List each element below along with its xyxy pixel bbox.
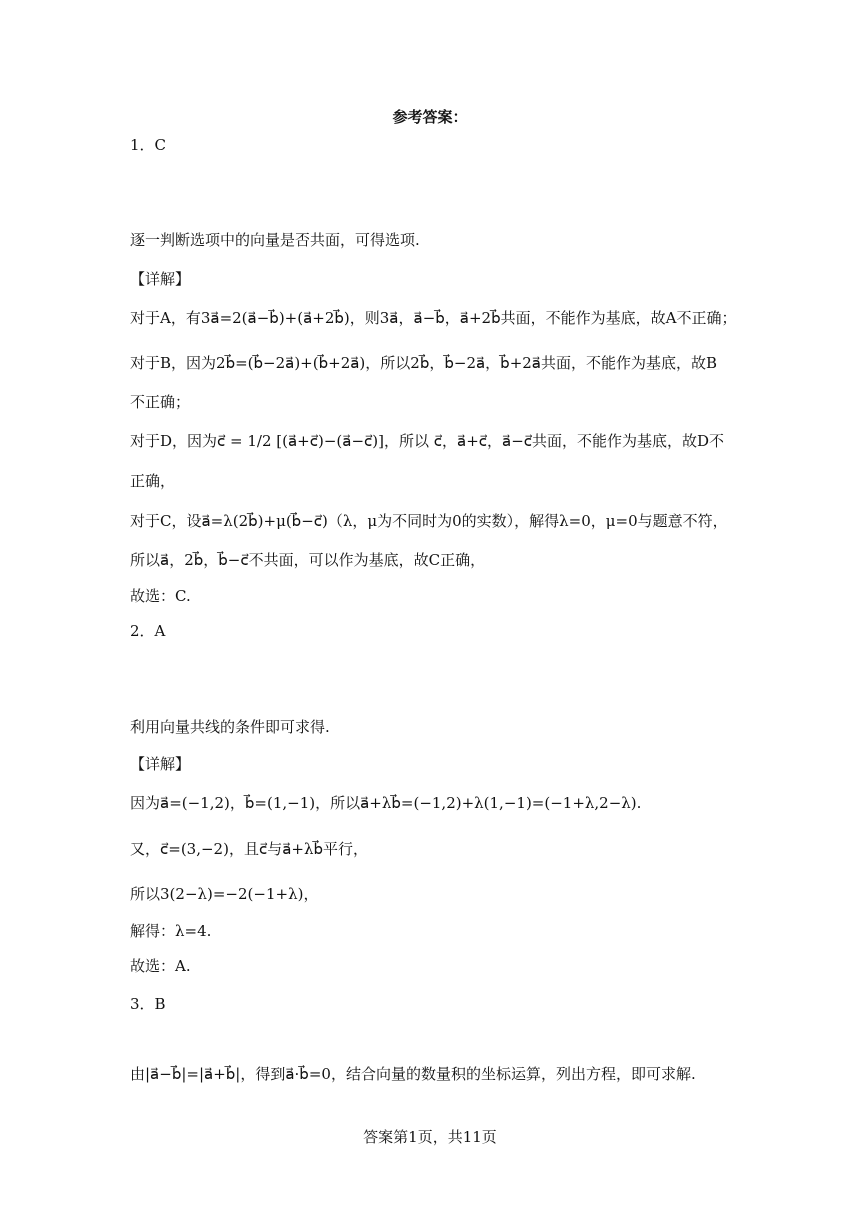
- answer-1-detail-heading: 【详解】: [130, 270, 191, 288]
- page-title: 参考答案：: [392, 108, 468, 126]
- answer-1-option-a: 对于A，有3a⃗=2(a⃗−b⃗)+(a⃗+2b⃗)，则3a⃗，a⃗−b⃗，a⃗+2b⃗共面，不能作为基底，故A不正确；: [130, 309, 737, 327]
- answer-1-option-c: 对于C，设a⃗=λ(2b⃗)+μ(b⃗−c⃗)（λ，μ为不同时为0的实数），解得λ=0，μ=0与题意不符，: [130, 512, 728, 530]
- answer-1-option-b: 对于B，因为2b⃗=(b⃗−2a⃗)+(b⃗+2a⃗)，所以2b⃗，b⃗−2a⃗，b⃗+2a⃗共面，不能作为基底，故B: [130, 354, 718, 372]
- answer-1-option-d: 对于D，因为c⃗ = 1/2 [(a⃗+c⃗)−(a⃗−c⃗)]，所以 c⃗，a⃗+c⃗，a⃗−c⃗共面，不能作为基底，故D不: [130, 432, 725, 450]
- answer-1-option-d-cont: 正确，: [130, 472, 176, 490]
- answer-2-step-2: 又，c⃗=(3,−2)，且c⃗与a⃗+λb⃗平行，: [130, 840, 368, 858]
- answer-2-step-4: 解得：λ=4.: [130, 922, 212, 940]
- answer-3-choice: 3．B: [130, 995, 166, 1013]
- answer-2-step-3: 所以3(2−λ)=−2(−1+λ)，: [130, 885, 319, 903]
- answer-2-choice: 2．A: [130, 622, 166, 640]
- page-footer: 答案第1页，共11页: [363, 1128, 497, 1146]
- answer-2-conclusion: 故选：A.: [130, 957, 191, 975]
- answer-1-analysis: 逐一判断选项中的向量是否共面，可得选项.: [130, 231, 420, 249]
- answer-1-option-c-cont: 所以a⃗，2b⃗，b⃗−c⃗不共面，可以作为基底，故C正确，: [130, 551, 486, 569]
- answer-1-conclusion: 故选：C.: [130, 587, 191, 605]
- answer-2-detail-heading: 【详解】: [130, 755, 191, 773]
- answer-1-choice: 1．C: [130, 136, 167, 154]
- answer-2-analysis: 利用向量共线的条件即可求得.: [130, 718, 330, 736]
- answer-1-option-b-cont: 不正确；: [130, 393, 191, 411]
- answer-3-analysis: 由|a⃗−b⃗|=|a⃗+b⃗|，得到a⃗·b⃗=0，结合向量的数量积的坐标运算，列出方程，即可求解.: [130, 1065, 696, 1083]
- answer-2-step-1: 因为a⃗=(−1,2)，b⃗=(1,−1)，所以a⃗+λb⃗=(−1,2)+λ(1,−1)=(−1+λ,2−λ).: [130, 794, 642, 812]
